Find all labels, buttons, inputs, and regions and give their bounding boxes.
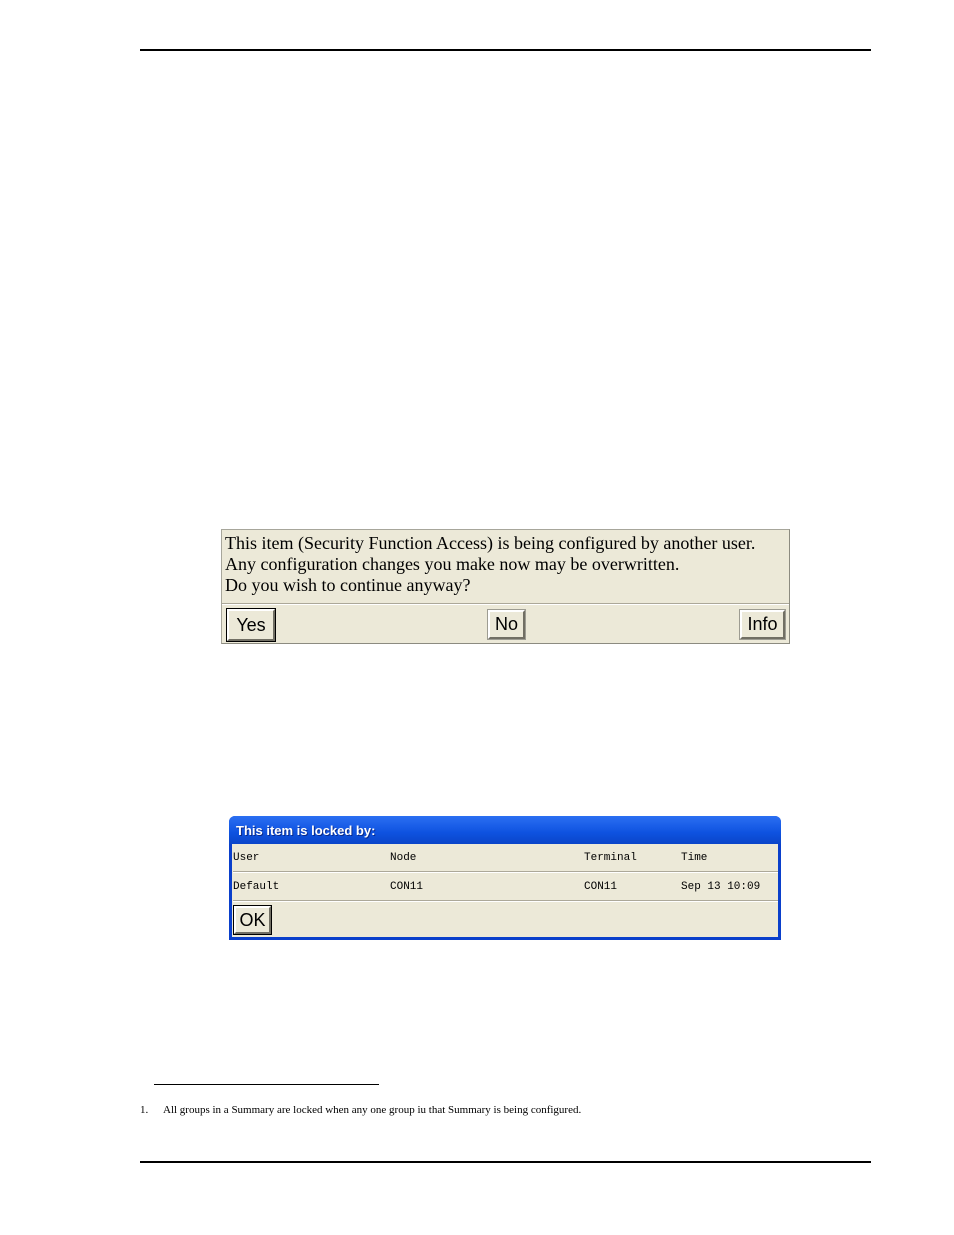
- confirm-separator: [222, 603, 789, 605]
- table-row: [232, 873, 778, 901]
- column-header-node: Node: [390, 852, 417, 864]
- confirm-dialog: [221, 529, 790, 644]
- column-header-time: Time: [681, 852, 708, 864]
- header-rule: [140, 49, 871, 51]
- cell-node: CON11: [390, 881, 424, 893]
- confirm-message-line-1: This item (Security Function Access) is being configured by another user.: [225, 533, 756, 553]
- cell-user: Default: [233, 881, 280, 893]
- cell-time: Sep 13 10:09: [681, 881, 761, 893]
- confirm-message: [225, 533, 785, 596]
- lock-dialog-title: This item is locked by:: [236, 822, 376, 838]
- footnote-rule: [154, 1084, 379, 1085]
- yes-button[interactable]: Yes: [227, 609, 275, 641]
- column-header-user: User: [233, 852, 260, 864]
- footnote-number: 1.: [140, 1104, 149, 1116]
- lock-dialog-titlebar: [229, 816, 781, 844]
- cell-terminal: CON11: [584, 881, 618, 893]
- info-button[interactable]: Info: [740, 610, 785, 639]
- lock-info-dialog: [229, 816, 781, 940]
- confirm-message-line-2: Any configuration changes you make now may be overwritten.: [225, 554, 680, 574]
- lock-table-header: [232, 844, 778, 872]
- ok-button[interactable]: OK: [234, 906, 271, 934]
- lock-dialog-body: [232, 844, 778, 937]
- no-button[interactable]: No: [488, 610, 525, 639]
- footnote-text: All groups in a Summary are locked when any one group iu that Summary is being configured.: [163, 1104, 582, 1116]
- footnote: [140, 1104, 581, 1116]
- footer-rule: [140, 1161, 871, 1163]
- confirm-message-line-3: Do you wish to continue anyway?: [225, 575, 471, 595]
- table-separator: [233, 900, 778, 902]
- column-header-terminal: Terminal: [584, 852, 637, 864]
